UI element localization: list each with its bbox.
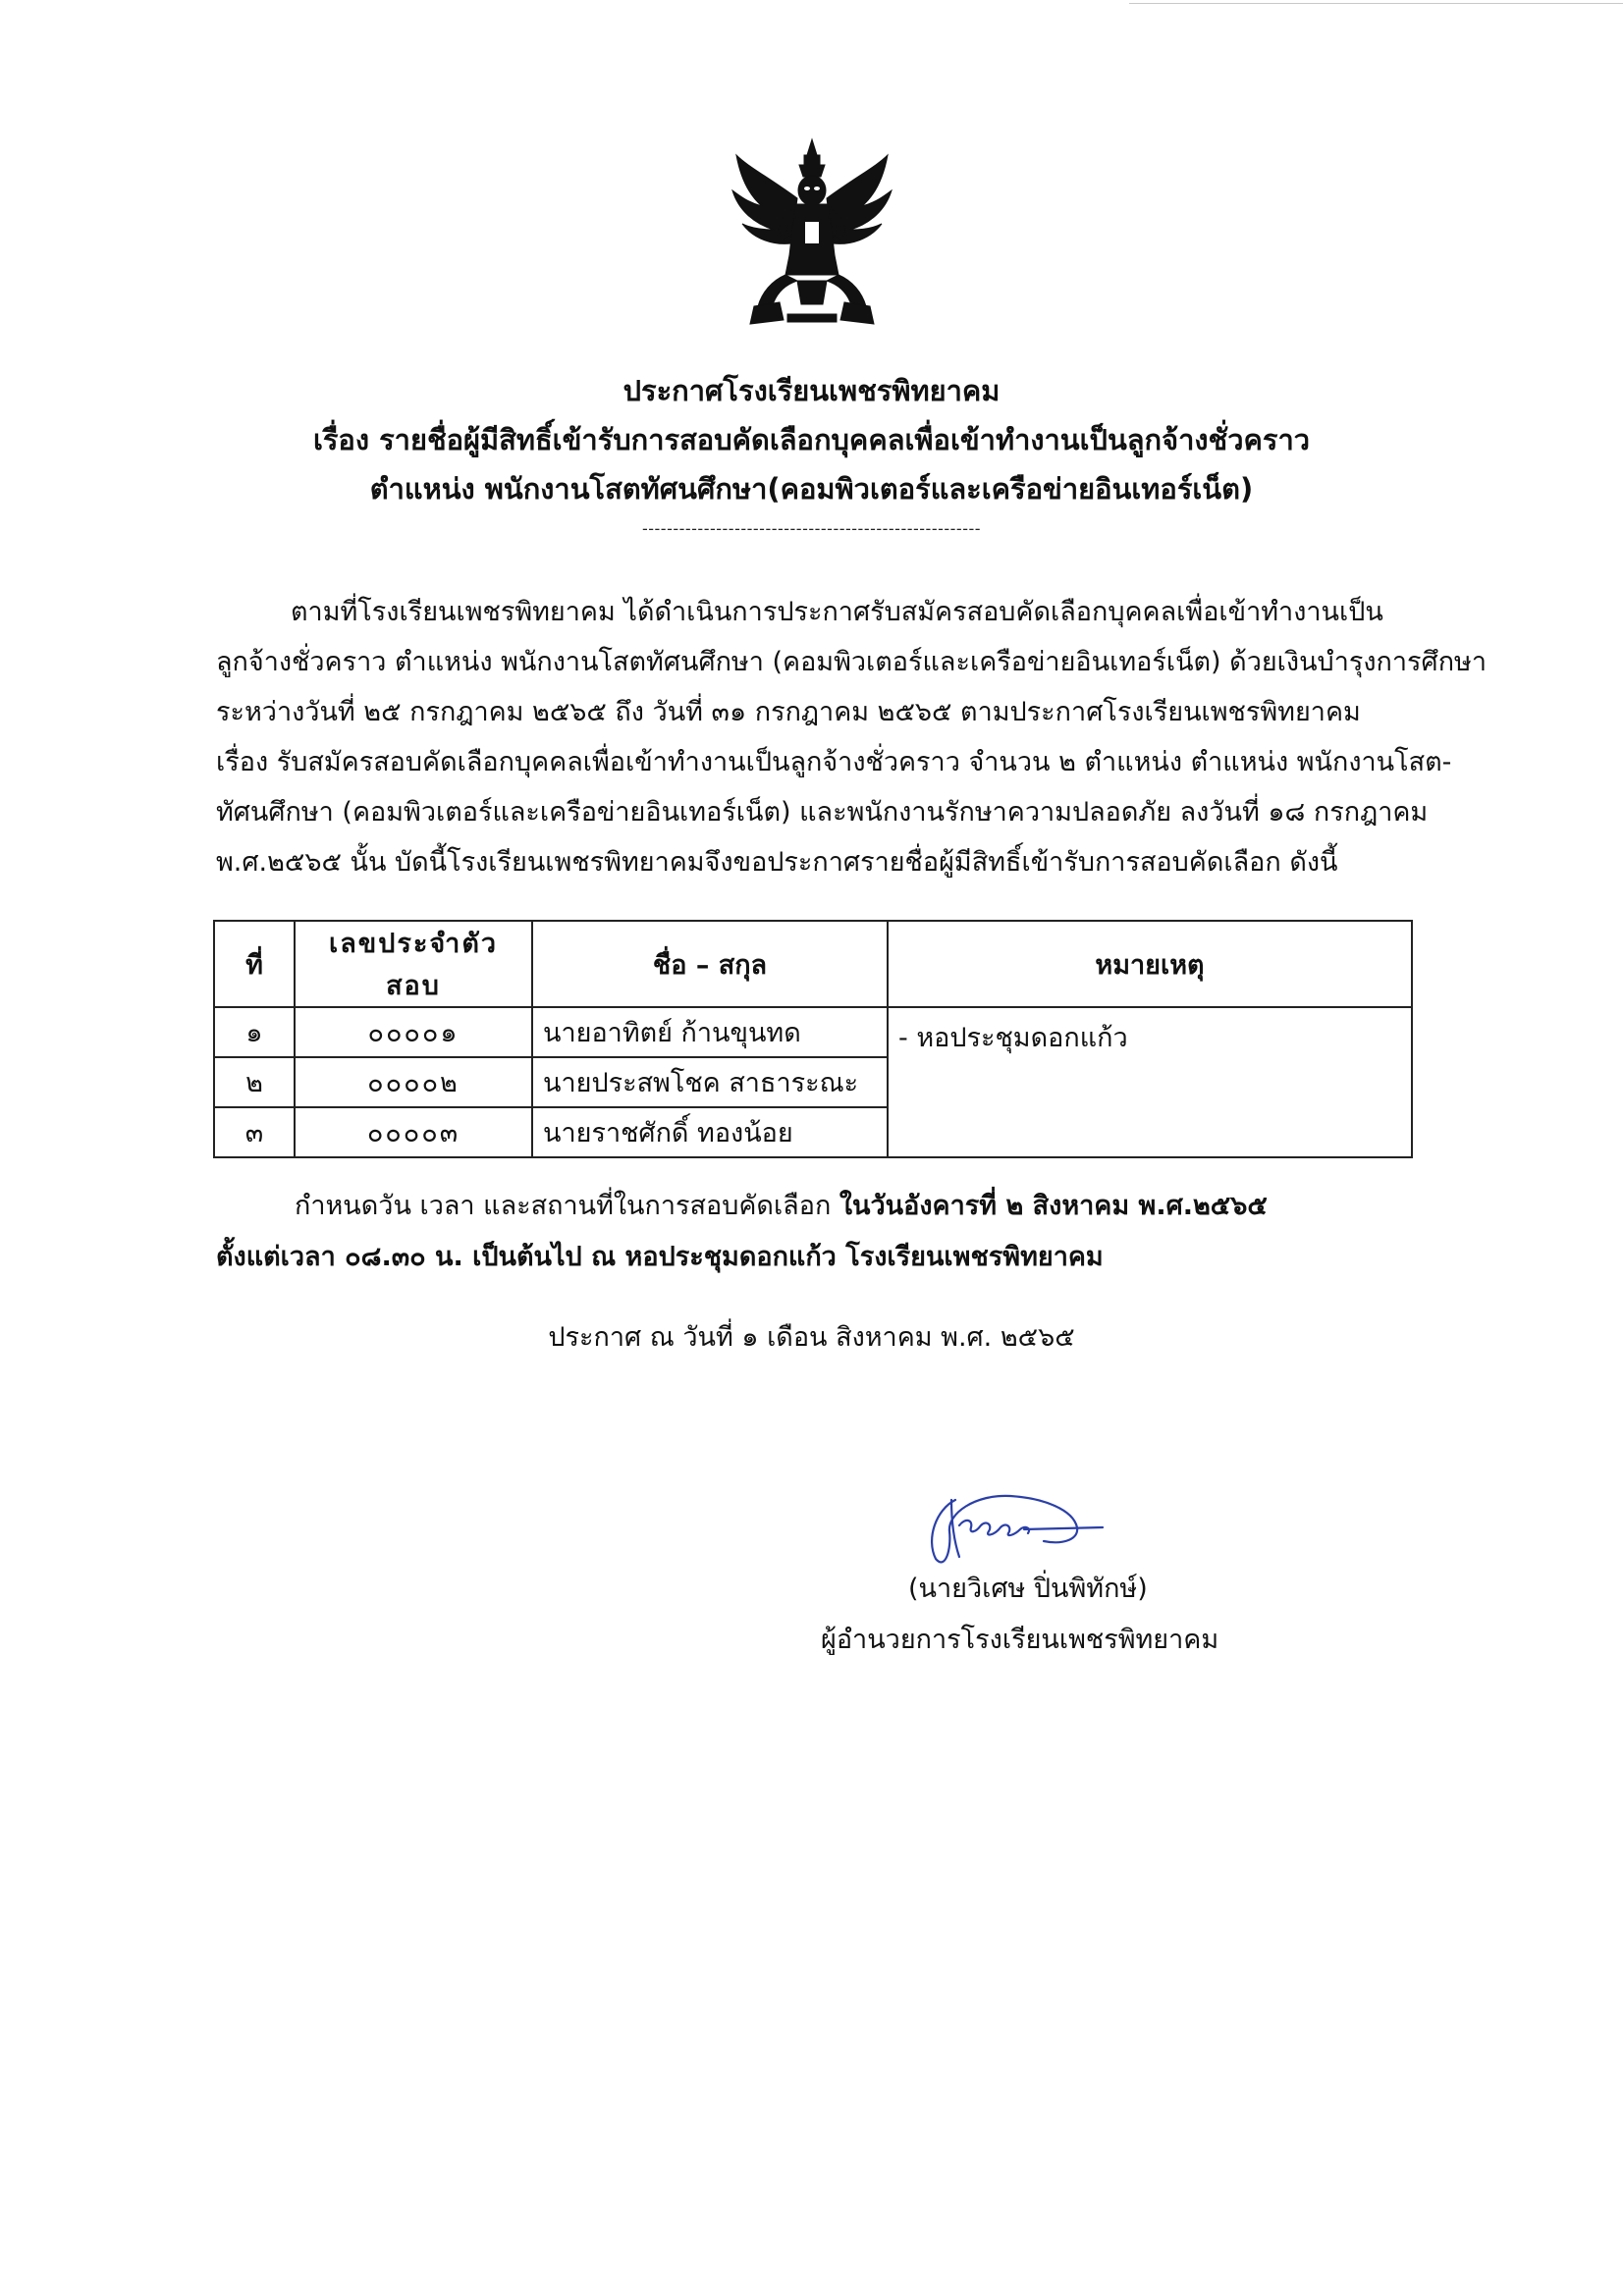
body-line: พ.ศ.๒๕๖๕ นั้น บัดนี้โรงเรียนเพชรพิทยาคมจึงขอประกาศรายชื่อผู้มีสิทธิ์เข้ารับการสอบคัดเลือก ดังนี้ bbox=[216, 847, 1338, 878]
exam-schedule bbox=[216, 1181, 1483, 1283]
schedule-text: กำหนดวัน เวลา และสถานที่ในการสอบคัดเลือก bbox=[295, 1191, 839, 1221]
body-line: ลูกจ้างชั่วคราว ตำแหน่ง พนักงานโสตทัศนศึกษา (คอมพิวเตอร์และเครือข่ายอินเทอร์เน็ต) ด้วยเงินบำรุงการศึกษา bbox=[216, 647, 1487, 677]
signature-icon bbox=[916, 1480, 1112, 1578]
schedule-date: ในวันอังคารที่ ๒ สิงหาคม พ.ศ.๒๕๖๕ bbox=[839, 1191, 1268, 1221]
cell-exam-id: ๐๐๐๐๓ bbox=[295, 1107, 532, 1157]
table-row bbox=[214, 1007, 1412, 1057]
cell-exam-id: ๐๐๐๐๒ bbox=[295, 1057, 532, 1107]
announcement-title: ประกาศโรงเรียนเพชรพิทยาคม bbox=[622, 374, 1001, 407]
header-name: ชื่อ – สกุล bbox=[532, 921, 888, 1007]
candidate-table bbox=[213, 920, 1413, 1158]
body-line: เรื่อง รับสมัครสอบคัดเลือกบุคคลเพื่อเข้าทำงานเป็นลูกจ้างชั่วคราว จำนวน ๒ ตำแหน่ง ตำแหน่ง พนักงานโสต- bbox=[216, 747, 1452, 777]
cell-number: ๒ bbox=[214, 1057, 295, 1107]
scan-edge-line bbox=[1129, 3, 1623, 4]
cell-name: นายราชศักดิ์ ทองน้อย bbox=[532, 1107, 888, 1157]
cell-exam-id: ๐๐๐๐๑ bbox=[295, 1007, 532, 1057]
cell-number: ๓ bbox=[214, 1107, 295, 1157]
header-number: ที่ bbox=[214, 921, 295, 1007]
body-line: ระหว่างวันที่ ๒๕ กรกฎาคม ๒๕๖๕ ถึง วันที่ ๓๑ กรกฎาคม ๒๕๖๕ ตามประกาศโรงเรียนเพชรพิทยาคม bbox=[216, 697, 1361, 727]
announcement-subject: เรื่อง รายชื่อผู้มีสิทธิ์เข้ารับการสอบคัดเลือกบุคคลเพื่อเข้าทำงานเป็นลูกจ้างชั่วคราว bbox=[312, 423, 1311, 456]
cell-name: นายอาทิตย์ ก้านขุนทด bbox=[532, 1007, 888, 1057]
body-line: ทัศนศึกษา (คอมพิวเตอร์และเครือข่ายอินเทอร์เน็ต) และพนักงานรักษาความปลอดภัย ลงวันที่ ๑๘ กรกฎาคม bbox=[216, 797, 1429, 828]
announcement-position: ตำแหน่ง พนักงานโสตทัศนศึกษา(คอมพิวเตอร์และเครือข่ายอินเทอร์เน็ต) bbox=[369, 472, 1254, 506]
cell-name: นายประสพโชค สาธาระณะ bbox=[532, 1057, 888, 1107]
body-paragraph bbox=[216, 587, 1487, 887]
header-remark: หมายเหตุ bbox=[888, 921, 1412, 1007]
schedule-time-place: ตั้งแต่เวลา ๐๘.๓๐ น. เป็นต้นไป ณ หอประชุมดอกแก้ว โรงเรียนเพชรพิทยาคม bbox=[216, 1242, 1104, 1272]
table-header-row bbox=[214, 921, 1412, 1007]
cell-number: ๑ bbox=[214, 1007, 295, 1057]
signer-name: (นายวิเศษ ปิ่นพิทักษ์) bbox=[908, 1574, 1148, 1604]
announcement-date: ประกาศ ณ วันที่ ๑ เดือน สิงหาคม พ.ศ. ๒๕๖๕ bbox=[548, 1322, 1075, 1353]
header-exam-id: เลขประจำตัวสอบ bbox=[295, 921, 532, 1007]
cell-remark: - หอประชุมดอกแก้ว bbox=[888, 1007, 1412, 1157]
garuda-emblem-icon bbox=[729, 137, 895, 330]
signer-title: ผู้อำนวยการโรงเรียนเพชรพิทยาคม bbox=[821, 1625, 1219, 1655]
schedule-line bbox=[216, 1181, 1483, 1232]
body-line: ตามที่โรงเรียนเพชรพิทยาคม ได้ดำเนินการประกาศรับสมัครสอบคัดเลือกบุคคลเพื่อเข้าทำงานเป็น bbox=[291, 597, 1383, 627]
divider-rule: ------------------------------------------------------- bbox=[641, 519, 982, 538]
